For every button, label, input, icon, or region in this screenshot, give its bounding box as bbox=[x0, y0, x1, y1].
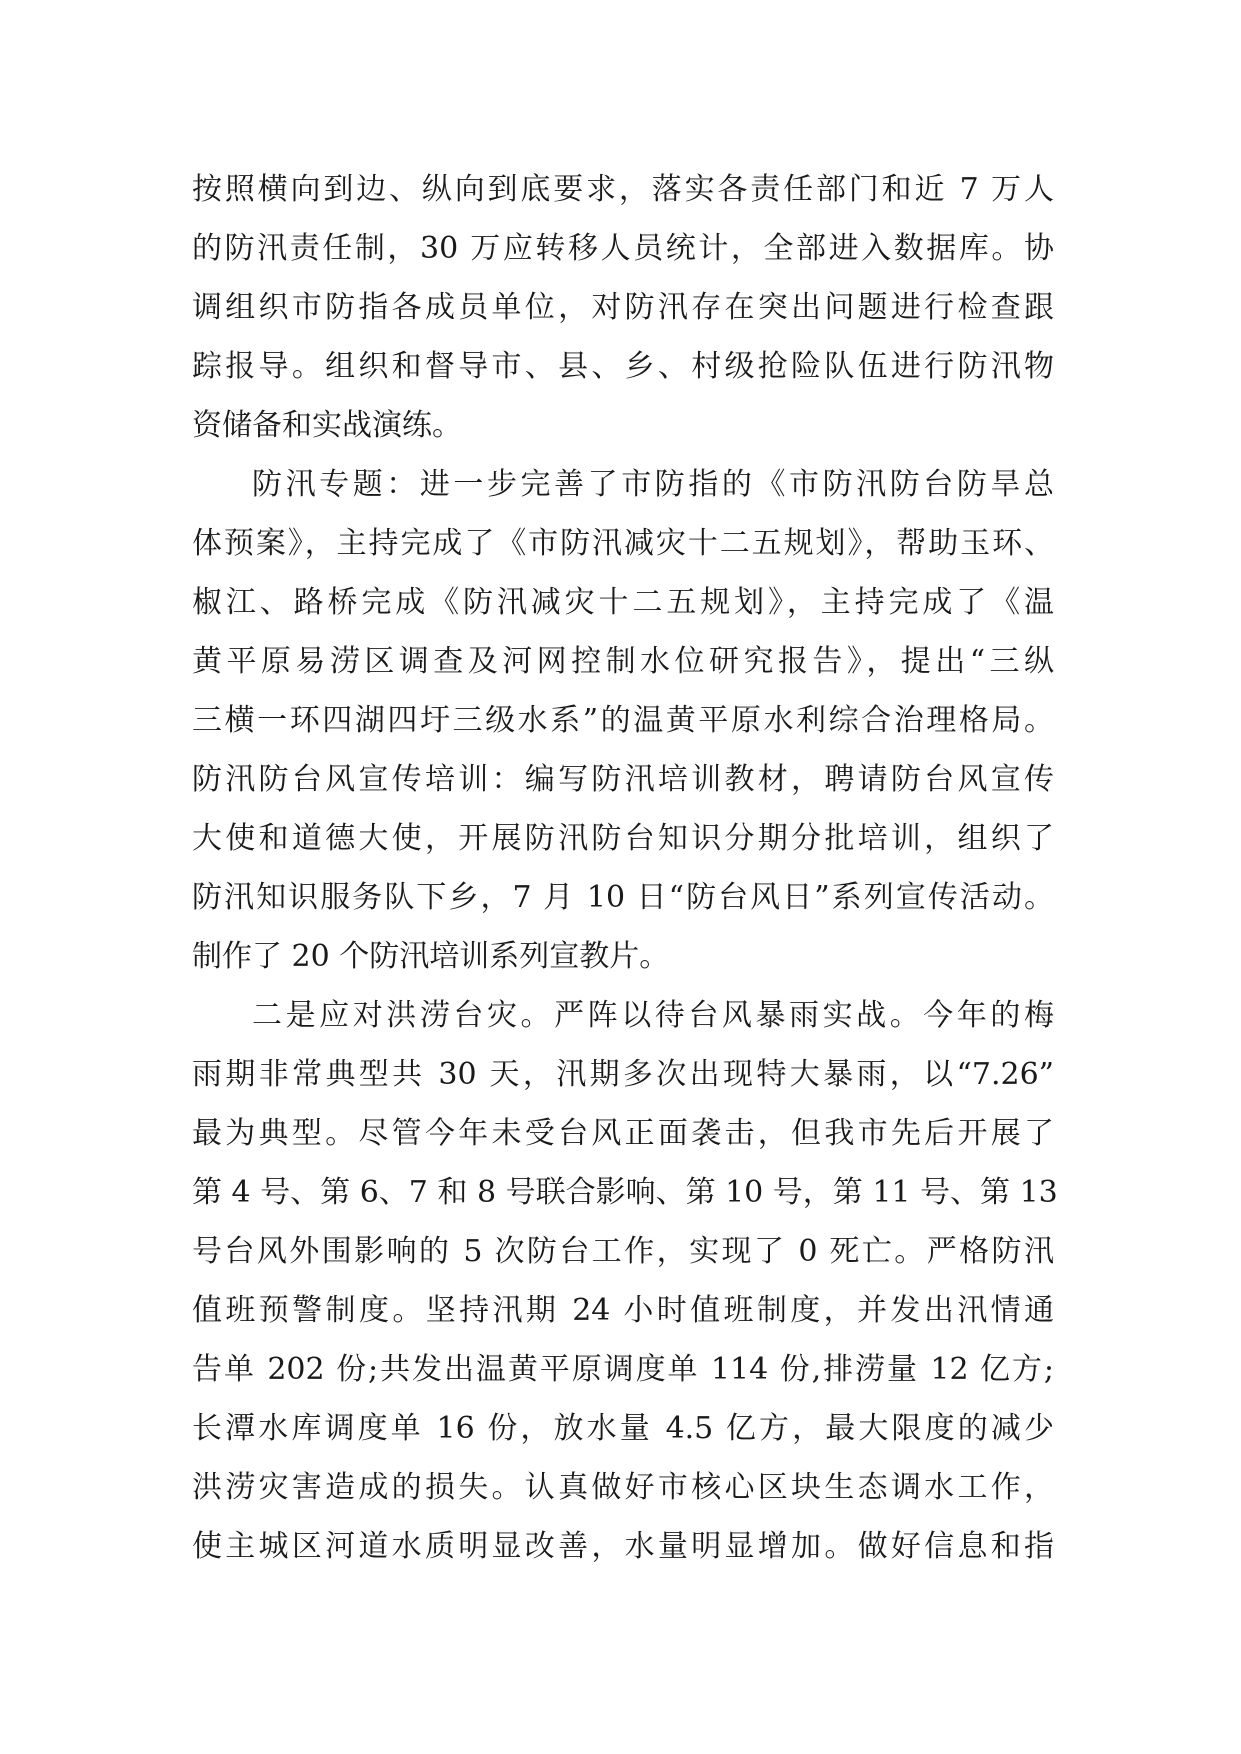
text-line: 三横一环四湖四圩三级水系”的温黄平原水利综合治理格局。 bbox=[192, 703, 1054, 738]
text-line: 调组织市防指各成员单位，对防汛存在突出问题进行检查跟 bbox=[192, 290, 1054, 325]
text-line: 值班预警制度。坚持汛期 24 小时值班制度，并发出汛情通 bbox=[192, 1293, 1054, 1328]
paragraph-start-line: 二是应对洪涝台灾。严阵以待台风暴雨实战。今年的梅 bbox=[252, 998, 1054, 1033]
text-line: 按照横向到边、纵向到底要求，落实各责任部门和近 7 万人 bbox=[192, 172, 1054, 207]
text-line: 使主城区河道水质明显改善，水量明显增加。做好信息和指 bbox=[192, 1529, 1054, 1564]
text-line: 第 4 号、第 6、7 和 8 号联合影响、第 10 号，第 11 号、第 13 bbox=[192, 1175, 1058, 1210]
text-line: 体预案》，主持完成了《市防汛减灾十二五规划》，帮助玉环、 bbox=[192, 526, 1054, 561]
text-line: 最为典型。尽管今年未受台风正面袭击，但我市先后开展了 bbox=[192, 1116, 1054, 1151]
text-line: 的防汛责任制，30 万应转移人员统计，全部进入数据库。协 bbox=[192, 231, 1054, 266]
text-line: 告单 202 份;共发出温黄平原调度单 114 份,排涝量 12 亿方; bbox=[192, 1352, 1054, 1387]
document-body bbox=[192, 160, 1058, 1576]
text-line: 制作了 20 个防汛培训系列宣教片。 bbox=[192, 939, 670, 974]
text-line: 大使和道德大使，开展防汛防台知识分期分批培训，组织了 bbox=[192, 821, 1054, 856]
text-line: 洪涝灾害造成的损失。认真做好市核心区块生态调水工作， bbox=[192, 1470, 1054, 1505]
paragraph-start-line: 防汛专题：进一步完善了市防指的《市防汛防台防旱总 bbox=[252, 467, 1054, 502]
text-line: 黄平原易涝区调查及河网控制水位研究报告》，提出“三纵 bbox=[192, 644, 1054, 679]
text-line: 椒江、路桥完成《防汛减灾十二五规划》，主持完成了《温 bbox=[192, 585, 1054, 620]
text-line: 防汛知识服务队下乡，7 月 10 日“防台风日”系列宣传活动。 bbox=[192, 880, 1054, 915]
text-line: 长潭水库调度单 16 份，放水量 4.5 亿方，最大限度的减少 bbox=[192, 1411, 1054, 1446]
text-line: 踪报导。组织和督导市、县、乡、村级抢险队伍进行防汛物 bbox=[192, 349, 1054, 384]
text-line: 防汛防台风宣传培训：编写防汛培训教材，聘请防台风宣传 bbox=[192, 762, 1054, 797]
text-line: 号台风外围影响的 5 次防台工作，实现了 0 死亡。严格防汛 bbox=[192, 1234, 1054, 1269]
text-line: 雨期非常典型共 30 天，汛期多次出现特大暴雨，以“7.26” bbox=[192, 1057, 1054, 1092]
text-line: 资储备和实战演练。 bbox=[192, 408, 462, 443]
